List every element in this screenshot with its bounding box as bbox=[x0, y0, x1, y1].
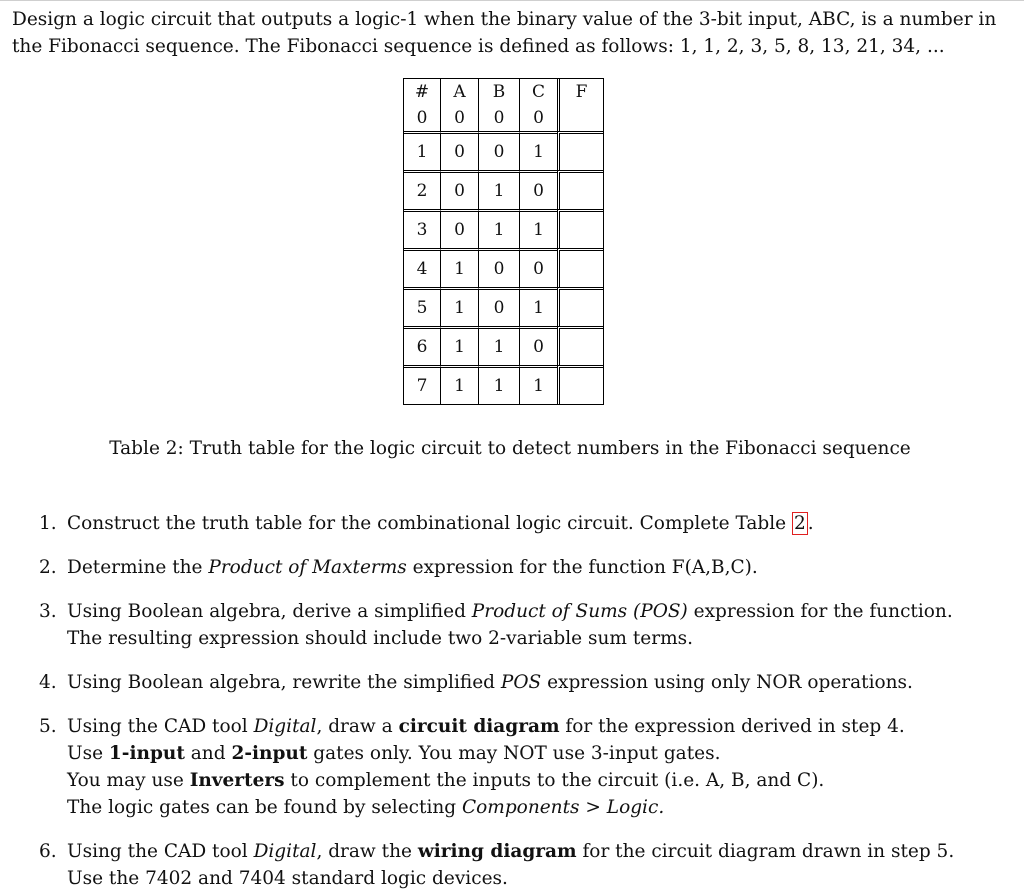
item-line bbox=[67, 838, 1014, 865]
item-emphasis: Product of Maxterms bbox=[208, 557, 407, 578]
table-row bbox=[404, 209, 603, 248]
list-item bbox=[39, 598, 1014, 652]
item-bold: 1-input bbox=[108, 743, 185, 764]
cell-c: 0 bbox=[519, 170, 557, 209]
item-text: You may use bbox=[67, 770, 190, 791]
cell-c: 0 bbox=[519, 248, 557, 287]
cell-a: 0 bbox=[440, 170, 478, 209]
item-text: expression for the function. bbox=[687, 601, 953, 622]
list-item bbox=[39, 669, 1014, 696]
cell-a: 1 bbox=[440, 326, 478, 365]
cell-index: 0 bbox=[416, 107, 428, 128]
cell-index: 6 bbox=[404, 326, 440, 365]
item-text: for the circuit diagram drawn in step 5. bbox=[576, 841, 955, 862]
table-row bbox=[404, 248, 603, 287]
item-emphasis: Digital bbox=[253, 716, 317, 737]
list-item bbox=[39, 554, 1014, 581]
cell-b: 0 bbox=[478, 248, 519, 287]
item-emphasis: Digital bbox=[253, 841, 317, 862]
item-punct: . bbox=[807, 513, 814, 534]
cell-c: 1 bbox=[519, 131, 557, 170]
cell-c: 1 bbox=[519, 365, 557, 404]
cell-a: 1 bbox=[440, 365, 478, 404]
cell-b: 1 bbox=[478, 326, 519, 365]
truth-table bbox=[403, 78, 604, 405]
header-a: A bbox=[440, 79, 478, 104]
item-emphasis: Product of Sums (POS) bbox=[471, 601, 688, 622]
item-line bbox=[67, 713, 1014, 740]
header-f: F bbox=[557, 79, 603, 104]
item-text: Construct the truth table for the combinational logic circuit. Complete Table bbox=[67, 513, 792, 534]
table-row bbox=[404, 131, 603, 170]
task-list bbox=[39, 510, 1014, 892]
cell-f-input[interactable] bbox=[557, 209, 603, 248]
table-row bbox=[404, 287, 603, 326]
item-emphasis: POS bbox=[500, 672, 542, 693]
item-text: Using Boolean algebra, rewrite the simplified bbox=[67, 672, 501, 693]
problem-statement bbox=[12, 6, 1016, 60]
cell-a: 0 bbox=[440, 104, 478, 131]
item-line bbox=[67, 794, 1014, 821]
item-number: 3. bbox=[39, 601, 57, 622]
problem-line-1: Design a logic circuit that outputs a logic-1 when the binary value of the 3-bit input, ABC, is a number in bbox=[12, 9, 997, 30]
cell-c: 1 bbox=[519, 209, 557, 248]
cell-index: 3 bbox=[404, 209, 440, 248]
item-emphasis: Components > Logic. bbox=[462, 797, 665, 818]
table-caption bbox=[0, 438, 1024, 459]
item-text: and bbox=[184, 743, 232, 764]
cell-f-input[interactable] bbox=[557, 365, 603, 404]
item-line: Use the 7402 and 7404 standard logic devices. bbox=[67, 868, 508, 889]
item-text: expression for the function F(A,B,C). bbox=[406, 557, 758, 578]
cell-f-input[interactable] bbox=[557, 170, 603, 209]
cell-b: 1 bbox=[478, 170, 519, 209]
item-text: expression using only NOR operations. bbox=[541, 672, 913, 693]
item-number: 1. bbox=[39, 513, 57, 534]
item-number: 5. bbox=[39, 716, 57, 737]
item-text: Determine the bbox=[67, 557, 209, 578]
item-text: The logic gates can be found by selecting bbox=[67, 797, 462, 818]
table-reference-link[interactable]: 2 bbox=[793, 513, 806, 534]
item-text: for the expression derived in step 4. bbox=[559, 716, 905, 737]
item-text: Use bbox=[67, 743, 109, 764]
cell-b: 0 bbox=[478, 131, 519, 170]
item-text: , draw a bbox=[316, 716, 399, 737]
item-text: , draw the bbox=[316, 841, 418, 862]
item-text: Using the CAD tool bbox=[67, 841, 254, 862]
item-line: The resulting expression should include two 2-variable sum terms. bbox=[67, 628, 693, 649]
cell-f-input[interactable] bbox=[557, 248, 603, 287]
item-text: gates only. You may NOT use 3-input gates. bbox=[307, 743, 721, 764]
cell-a: 0 bbox=[440, 131, 478, 170]
cell-a: 1 bbox=[440, 287, 478, 326]
table-row bbox=[404, 365, 603, 404]
cell-b: 0 bbox=[478, 287, 519, 326]
cell-index: 7 bbox=[404, 365, 440, 404]
item-text: Using Boolean algebra, derive a simplified bbox=[67, 601, 472, 622]
cell-b: 1 bbox=[478, 209, 519, 248]
cell-f-input[interactable] bbox=[557, 287, 603, 326]
cell-a: 1 bbox=[440, 248, 478, 287]
item-line bbox=[67, 598, 1014, 625]
item-number: 4. bbox=[39, 672, 57, 693]
cell-index: 5 bbox=[404, 287, 440, 326]
cell-b: 0 bbox=[478, 104, 519, 131]
cell-c: 1 bbox=[519, 287, 557, 326]
problem-line-2: the Fibonacci sequence. The Fibonacci sequence is defined as follows: 1, 1, 2, 3, 5, 8, 13, 21, 34, ... bbox=[12, 36, 945, 57]
item-line bbox=[67, 767, 1014, 794]
item-bold: 2-input bbox=[231, 743, 308, 764]
cell-index: 4 bbox=[404, 248, 440, 287]
cell-c: 0 bbox=[519, 326, 557, 365]
item-bold: Inverters bbox=[189, 770, 285, 791]
header-b: B bbox=[478, 79, 519, 104]
table-row bbox=[404, 170, 603, 209]
header-index: # bbox=[414, 81, 430, 102]
list-item bbox=[39, 838, 1014, 892]
header-c: C bbox=[519, 79, 557, 104]
cell-c: 0 bbox=[519, 104, 557, 131]
truth-table-header-row bbox=[404, 79, 603, 104]
item-text: Using the CAD tool bbox=[67, 716, 254, 737]
item-text: to complement the inputs to the circuit (i.e. A, B, and C). bbox=[284, 770, 825, 791]
table-caption-text: Table 2: Truth table for the logic circuit to detect numbers in the Fibonacci sequence bbox=[109, 438, 911, 459]
item-line bbox=[67, 740, 1014, 767]
top-rule bbox=[0, 0, 1024, 1]
cell-a: 0 bbox=[440, 209, 478, 248]
cell-f-input[interactable] bbox=[557, 326, 603, 365]
item-bold: wiring diagram bbox=[417, 841, 577, 862]
cell-f-input[interactable] bbox=[557, 131, 603, 170]
cell-b: 1 bbox=[478, 365, 519, 404]
cell-index: 2 bbox=[404, 170, 440, 209]
list-item bbox=[39, 713, 1014, 821]
cell-index: 1 bbox=[404, 131, 440, 170]
table-row bbox=[404, 326, 603, 365]
item-number: 6. bbox=[39, 841, 57, 862]
table-row bbox=[404, 104, 603, 131]
item-bold: circuit diagram bbox=[398, 716, 560, 737]
list-item bbox=[39, 510, 1014, 537]
item-number: 2. bbox=[39, 557, 57, 578]
cell-f-input[interactable] bbox=[557, 104, 603, 131]
